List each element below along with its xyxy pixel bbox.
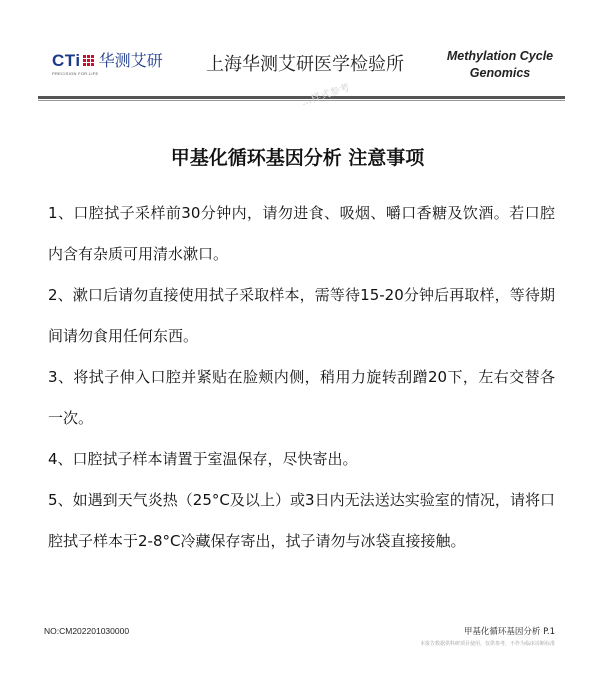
report-series-line1: Methylation Cycle <box>446 49 554 63</box>
note-item-3: 3、将拭子伸入口腔并紧贴在脸颊内侧，稍用力旋转刮蹭20下，左右交替各一次。 <box>48 368 555 427</box>
logo-chinese-name: 华测艾研 <box>98 51 163 70</box>
report-series-title <box>435 48 565 82</box>
footer-disclaimer: 本报告数据供科研项目使用，仅供参考，不作为临床诊断标准 <box>419 641 555 647</box>
note-item-1: 1、口腔拭子采样前30分钟内，请勿进食、吸烟、嚼口香糖及饮酒。若口腔内含有杂质可用清水漱口。 <box>48 204 555 263</box>
logo-cti-text: CTi <box>52 51 81 70</box>
company-logo <box>52 51 163 76</box>
institute-name: 上海华测艾研医学检验所 <box>206 54 404 75</box>
note-item-4: 4、口腔拭子样本请置于室温保存，尽快寄出。 <box>48 450 358 468</box>
notes-list <box>48 193 555 562</box>
logo-dots-icon <box>83 55 94 66</box>
document-number: NO:CM202201030000 <box>44 626 130 636</box>
note-item-5: 5、如遇到天气炎热（25°C及以上）或3日内无法送达实验室的情况，请将口腔拭子样本于2-8°C冷藏保存寄出，拭子请勿与冰袋直接接触。 <box>48 491 555 550</box>
page-header <box>38 40 565 98</box>
note-item-2: 2、漱口后请勿直接使用拭子采取样本，需等待15-20分钟后再取样，等待期间请勿食用任何东西。 <box>48 286 555 345</box>
document-title: 甲基化循环基因分析 注意事项 <box>170 147 425 169</box>
logo-tagline: PRECISION FOR LIFE <box>52 71 99 76</box>
page-label: 甲基化循环基因分析 P.1 <box>463 627 555 637</box>
watermark: …样式参考 <box>300 82 352 109</box>
report-series-line2: Genomics <box>469 66 531 80</box>
